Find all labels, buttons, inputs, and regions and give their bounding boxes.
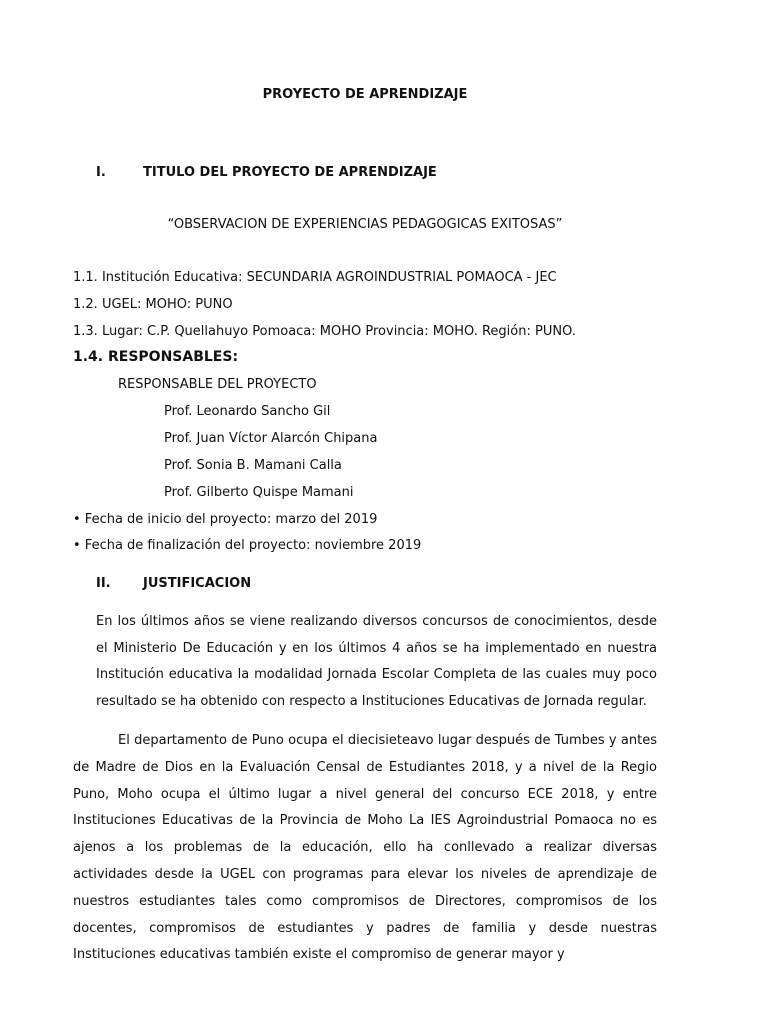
responsables-heading: 1.4. RESPONSABLES:: [73, 349, 239, 365]
date-end: • Fecha de finalización del proyecto: noviembre 2019: [73, 538, 422, 553]
info-item-ugel: 1.2. UGEL: MOHO: PUNO: [73, 297, 233, 312]
justification-paragraph-2: El departamento de Puno ocupa el diecisieteavo lugar después de Tumbes y antes de Madre de Dios en la Evaluación Censal de Estudiantes 2018, y a nivel de la Regio Puno, Moho ocupa el último lugar a nivel general del concurso ECE 2018, y entre Instituciones Educativas de la Provincia de Moho La IES Agroindustrial Pomaoca no es ajenos a los problemas de la educación, ello ha conllevado a realizar diversas actividades desde la UGEL con programas para elevar los niveles de aprendizaje de nuestros estudiantes tales como compromisos de Directores, compromisos de los docentes, compromisos de estudiantes y padres de familia y desde nuestras Instituciones educativas también existe el compromiso de generar mayor y: [73, 733, 657, 963]
responsable-person: Prof. Gilberto Quispe Mamani: [164, 485, 354, 500]
document-title: PROYECTO DE APRENDIZAJE: [262, 87, 468, 102]
responsable-label: RESPONSABLE DEL PROYECTO: [118, 377, 317, 392]
info-item-lugar: 1.3. Lugar: C.P. Quellahuyo Pomoaca: MOHO Provincia: MOHO. Región: PUNO.: [73, 324, 576, 339]
responsable-person: Prof. Juan Víctor Alarcón Chipana: [164, 431, 378, 446]
project-name: “OBSERVACION DE EXPERIENCIAS PEDAGOGICAS EXITOSAS”: [167, 217, 563, 232]
section1-number: I.: [96, 165, 106, 180]
date-start: • Fecha de inicio del proyecto: marzo del 2019: [73, 512, 378, 527]
section2-heading: JUSTIFICACION: [143, 576, 252, 591]
responsable-person: Prof. Sonia B. Mamani Calla: [164, 458, 342, 473]
justification-paragraph-1: En los últimos años se viene realizando diversos concursos de conocimientos, desde el Ministerio De Educación y en los últimos 4 años se ha implementado en nuestra Institución educativa la modalidad Jornada Escolar Completa de las cuales muy poco resultado se ha obtenido con respecto a Instituciones Educativas de Jornada regular.: [96, 614, 657, 709]
section1-heading: TITULO DEL PROYECTO DE APRENDIZAJE: [143, 165, 437, 180]
section2-number: II.: [96, 576, 111, 591]
info-item-institucion: 1.1. Institución Educativa: SECUNDARIA AGROINDUSTRIAL POMAOCA - JEC: [73, 270, 557, 285]
responsable-person: Prof. Leonardo Sancho Gil: [164, 404, 331, 419]
